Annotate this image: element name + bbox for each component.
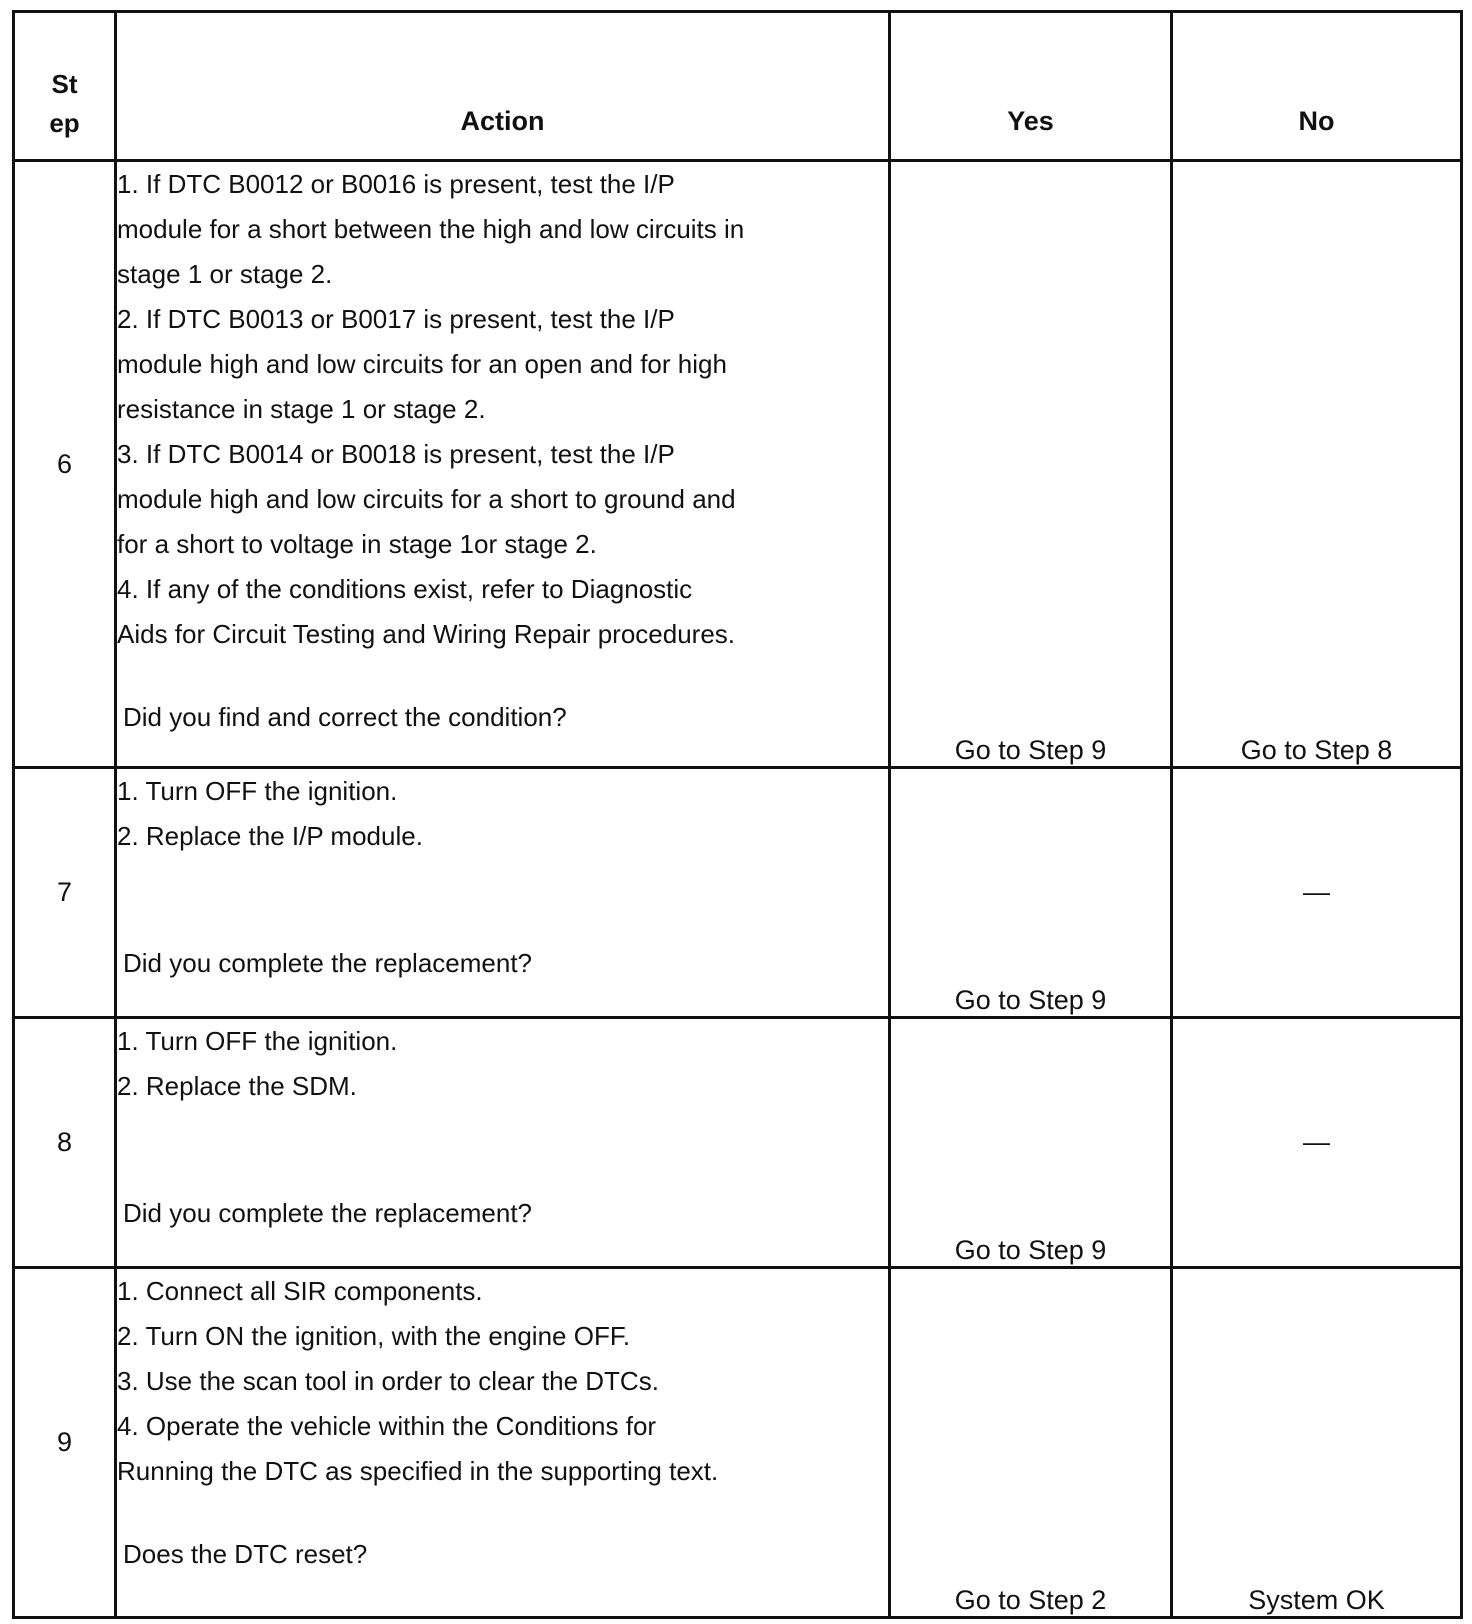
yes-result: Go to Step 2 (890, 1268, 1172, 1618)
step-number: 7 (14, 768, 116, 1018)
table-row-step-7 (14, 768, 1462, 1018)
action-cell (116, 161, 890, 768)
header-row (14, 12, 1462, 161)
action-line: 1. Connect all SIR components. (117, 1276, 483, 1306)
action-line: stage 1 or stage 2. (117, 259, 333, 289)
action-cell (116, 1018, 890, 1268)
action-line: 2. Replace the I/P module. (117, 821, 423, 851)
action-line: Aids for Circuit Testing and Wiring Repair procedures. (117, 619, 736, 649)
action-line: 1. If DTC B0012 or B0016 is present, test the I/P (117, 169, 675, 199)
diagnostic-table (12, 10, 1463, 1619)
yes-result: Go to Step 9 (890, 768, 1172, 1018)
action-cell (116, 1268, 890, 1618)
action-line: 1. Turn OFF the ignition. (117, 776, 398, 806)
step-header-line1: St (51, 69, 78, 99)
no-result: System OK (1172, 1268, 1462, 1618)
action-question: Does the DTC reset? (123, 1539, 368, 1569)
step-number: 6 (14, 161, 116, 768)
action-line: 2. Replace the SDM. (117, 1071, 357, 1101)
step-number: 9 (14, 1268, 116, 1618)
action-line: 4. Operate the vehicle within the Conditions for (117, 1411, 657, 1441)
action-list (117, 1269, 888, 1494)
action-line: module high and low circuits for an open and for high (117, 349, 727, 379)
action-line: 3. Use the scan tool in order to clear the DTCs. (117, 1366, 659, 1396)
table-row-step-8 (14, 1018, 1462, 1268)
action-line: for a short to voltage in stage 1or stage 2. (117, 529, 597, 559)
step-header-line2: ep (49, 108, 80, 138)
action-line: resistance in stage 1 or stage 2. (117, 394, 486, 424)
action-question: Did you complete the replacement? (123, 1198, 533, 1228)
yes-column-header: Yes (890, 12, 1172, 161)
action-list (117, 1019, 888, 1109)
action-line: module high and low circuits for a short to ground and (117, 484, 736, 514)
action-column-header: Action (116, 12, 890, 161)
step-column-header (14, 12, 116, 161)
action-question: Did you find and correct the condition? (123, 702, 567, 732)
action-line: module for a short between the high and low circuits in (117, 214, 745, 244)
action-list (117, 162, 888, 657)
table-row-step-9 (14, 1268, 1462, 1618)
action-cell (116, 768, 890, 1018)
no-result: — (1172, 1018, 1462, 1268)
yes-result: Go to Step 9 (890, 161, 1172, 768)
no-result: — (1172, 768, 1462, 1018)
action-line: 2. If DTC B0013 or B0017 is present, test the I/P (117, 304, 675, 334)
yes-result: Go to Step 9 (890, 1018, 1172, 1268)
no-column-header: No (1172, 12, 1462, 161)
action-line: Running the DTC as specified in the supporting text. (117, 1456, 719, 1486)
step-number: 8 (14, 1018, 116, 1268)
action-line: 2. Turn ON the ignition, with the engine OFF. (117, 1321, 631, 1351)
table-row-step-6 (14, 161, 1462, 768)
action-line: 3. If DTC B0014 or B0018 is present, test the I/P (117, 439, 675, 469)
action-question: Did you complete the replacement? (123, 948, 533, 978)
action-list (117, 769, 888, 859)
action-line: 1. Turn OFF the ignition. (117, 1026, 398, 1056)
action-line: 4. If any of the conditions exist, refer to Diagnostic (117, 574, 693, 604)
no-result: Go to Step 8 (1172, 161, 1462, 768)
